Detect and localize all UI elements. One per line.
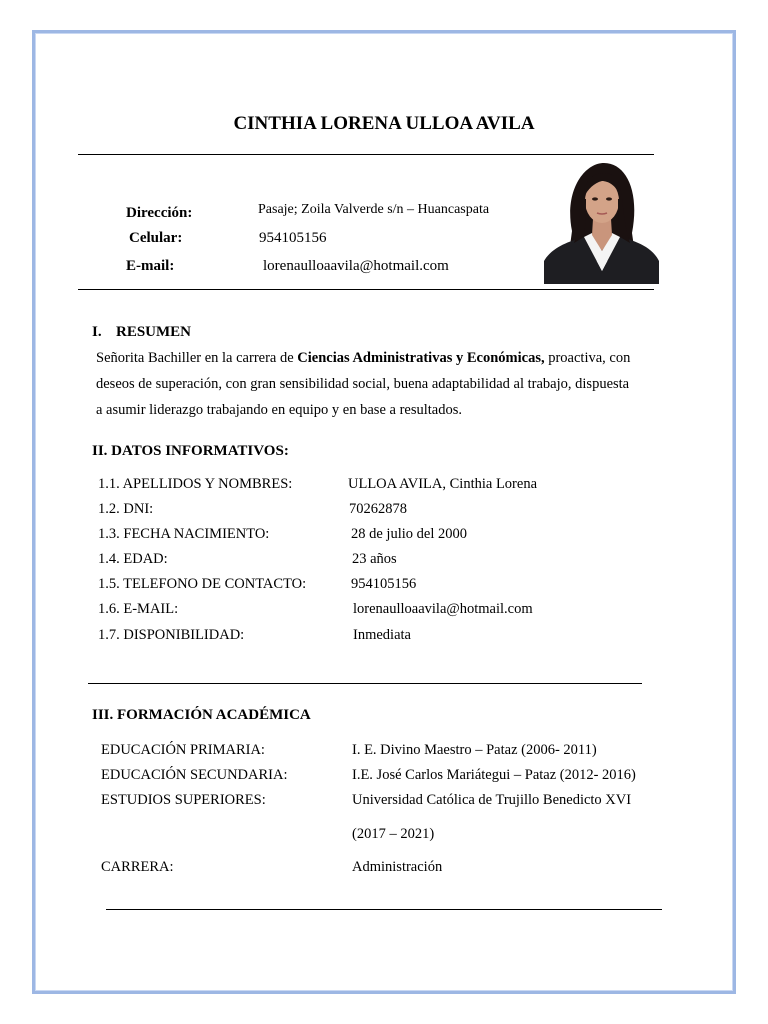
celular-value: 954105156	[259, 230, 327, 246]
datos-row-label: 1.7. DISPONIBILIDAD:	[98, 627, 245, 643]
datos-row-value: Inmediata	[353, 627, 411, 643]
resumen-line-1-end: proactiva, con	[544, 350, 631, 366]
datos-row-label: 1.3. FECHA NACIMIENTO:	[98, 526, 270, 542]
datos-heading: II. DATOS INFORMATIVOS:	[92, 443, 289, 459]
datos-row-label: 1.2. DNI:	[98, 501, 154, 517]
datos-row-value: ULLOA AVILA, Cinthia Lorena	[348, 476, 538, 492]
divider-bottom	[106, 909, 662, 910]
formacion-row-value: I.E. José Carlos Mariátegui – Pataz (2012- 2016)	[352, 767, 636, 783]
divider-contact	[78, 289, 654, 290]
direccion-value: Pasaje; Zoila Valverde s/n – Huancaspata	[258, 202, 490, 217]
resumen-line-1	[96, 350, 630, 367]
profile-photo	[544, 161, 659, 284]
resumen-line-2: deseos de superación, con gran sensibilidad social, buena adaptabilidad al trabajo, dispuesta	[96, 376, 630, 392]
datos-row-value: 28 de julio del 2000	[351, 526, 467, 542]
formacion-row-label: CARRERA:	[101, 859, 174, 875]
formacion-row-value: I. E. Divino Maestro – Pataz (2006- 2011)	[352, 742, 597, 758]
datos-row-value: lorenaulloaavila@hotmail.com	[353, 601, 533, 617]
celular-label: Celular:	[129, 230, 183, 246]
formacion-row-value: Universidad Católica de Trujillo Benedicto XVI	[352, 792, 632, 808]
formacion-row-label: ESTUDIOS SUPERIORES:	[101, 792, 266, 808]
formacion-row-label: EDUCACIÓN SECUNDARIA:	[101, 767, 288, 783]
candidate-name: CINTHIA LORENA ULLOA AVILA	[233, 113, 535, 134]
datos-row-label: 1.6. E-MAIL:	[98, 601, 179, 617]
formacion-row-value: (2017 – 2021)	[352, 826, 435, 842]
divider-datos	[88, 683, 642, 684]
resumen-line-3: a asumir liderazgo trabajando en equipo y en base a resultados.	[96, 402, 462, 418]
datos-row-value: 23 años	[352, 551, 397, 567]
formacion-row-label: EDUCACIÓN PRIMARIA:	[101, 742, 265, 758]
resumen-heading-number: I.	[92, 324, 102, 340]
divider-top	[78, 154, 654, 155]
direccion-label: Dirección:	[126, 205, 193, 221]
datos-row-label: 1.1. APELLIDOS Y NOMBRES:	[98, 476, 293, 492]
formacion-heading: III. FORMACIÓN ACADÉMICA	[92, 707, 311, 723]
formacion-row-value: Administración	[352, 859, 443, 875]
datos-row-value: 954105156	[351, 576, 417, 592]
resumen-line-1-start: Señorita Bachiller en la carrera de	[96, 350, 298, 366]
datos-row-label: 1.5. TELEFONO DE CONTACTO:	[98, 576, 307, 592]
datos-row-label: 1.4. EDAD:	[98, 551, 168, 567]
email-value: lorenaulloaavila@hotmail.com	[263, 258, 449, 274]
resumen-heading: RESUMEN	[116, 324, 192, 340]
portrait-image	[544, 161, 659, 284]
email-label: E-mail:	[126, 258, 175, 274]
datos-row-value: 70262878	[349, 501, 407, 517]
resumen-career: Ciencias Administrativas y Económicas,	[297, 350, 545, 366]
